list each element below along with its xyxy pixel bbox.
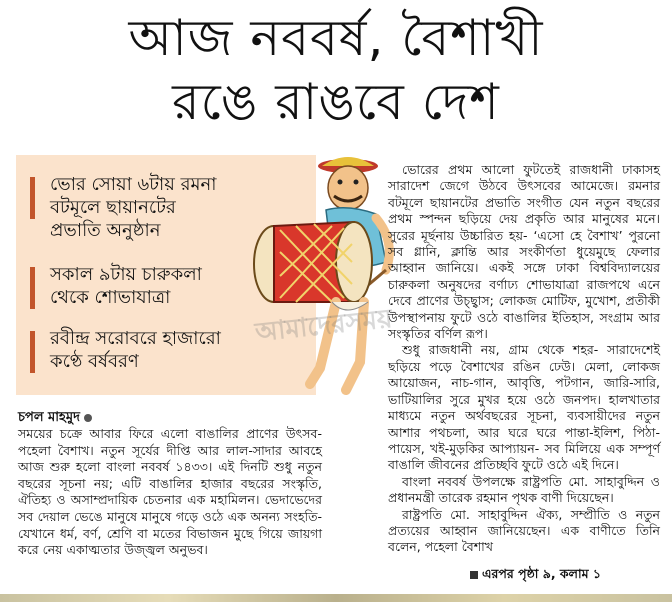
continued-text: এরপর পৃষ্ঠা ৯, কলাম ১	[482, 566, 602, 581]
headline-line-2: রঙে রাঙবে দেশ	[172, 73, 500, 131]
highlight-text-1: ভোর সোয়া ৬টায় রমনা বটমূলে ছায়ানটের প্রভাতি অনুষ্ঠান	[50, 174, 217, 241]
headline	[0, 6, 672, 134]
watermark: আমাদেরসময়	[253, 303, 394, 349]
right-paragraph-4: রাষ্ট্রপতি মো. সাহাবুদ্দিন ঐক্য, সম্প্রীতি ও নতুন প্রত্যয়ের আহ্বান জানিয়েছেন। এক বাণীতে তিনি বলেন, পহেলা বৈশাখ	[388, 506, 660, 555]
byline-dot-icon	[84, 414, 92, 422]
highlight-text-3: রবীন্দ্র সরোবরে হাজারো কণ্ঠে বর্ষবরণ	[50, 328, 221, 372]
left-paragraph: সময়ের চক্রে আবার ফিরে এলো বাঙালির প্রাণের উৎসব- পহেলা বৈশাখ। নতুন সূর্যের দীপ্তি আর লাল-সাদার আবহে আজ শুরু হলো বাংলা নববর্ষ ১৪৩৩। এই দিনটি শুধু নতুন বছরের সূচনা নয়; এটি বাঙালির হাজার বছরের সংস্কৃতি, ঐতিহ্য ও অসাম্প্রদায়িক চেতনার এক মহামিলন। ভেদাভেদের সব দেয়াল ভেঙে মানুষে মানুষে গড়ে ওঠে এক অনন্য সংহতি- যেখানে ধর্ম, বর্ণ, শ্রেণি বা মতের বিভাজন মুছে গিয়ে জায়গা করে নেয় একাত্মতার উজ্জ্বল অনুভব।	[18, 426, 322, 558]
headline-line-1: আজ নববর্ষ, বৈশাখী	[128, 9, 544, 67]
right-paragraph-3: বাংলা নববর্ষ উপলক্ষে রাষ্ট্রপতি মো. সাহাবুদ্দিন ও প্রধানমন্ত্রী তারেক রহমান পৃথক বাণী দিয়েছেন।	[388, 473, 660, 506]
accent-bar	[30, 177, 35, 219]
article-right-column	[388, 162, 660, 556]
right-paragraph-2: শুধু রাজধানী নয়, গ্রাম থেকে শহর- সারাদেশেই ছড়িয়ে পড়ে বৈশাখের রঙিন ঢেউ। মেলা, লোকজ আয়োজন, নাচ-গান, আবৃত্তি, পটগান, জারি-সারি, ভাটিয়ালির সুরে মুখর হয়ে ওঠে জনপদ। হালখাতার মাধ্যমে নতুন অর্থবছরের সূচনা, ব্যবসায়ীদের নতুন আশার পথচলা, আর ঘরে ঘরে পান্তা-ইলিশ, পিঠা-পায়েস, খই-মুড়কির আপ্যায়ন- সব মিলিয়ে এক সম্পূর্ণ বাঙালি জীবনের প্রতিচ্ছবি ফুটে ওঠে এই দিনে।	[388, 342, 660, 473]
article-left-column	[18, 426, 322, 559]
continued-on-link[interactable]	[470, 566, 601, 586]
drummer-illustration	[236, 152, 408, 398]
highlight-text-2: সকাল ৯টায় চারুকলা থেকে শোভাযাত্রা	[50, 264, 202, 308]
square-bullet-icon	[470, 571, 478, 579]
accent-bar	[30, 267, 35, 309]
author-name: চপল মাহমুদ	[18, 410, 80, 425]
accent-bar	[30, 331, 35, 373]
right-paragraph-1: ভোরের প্রথম আলো ফুটতেই রাজধানী ঢাকাসহ সারাদেশ জেগে উঠবে উৎসবের আমেজে। রমনার বটমূলে ছায়ানটের প্রভাতি সংগীত যেন নতুন বছরের প্রথম স্পন্দন ছড়িয়ে দেয় প্রকৃতি আর মানুষের মনে। সুরের মূর্ছনায় উচ্চারিত হয়- ‘এসো হে বৈশাখ’ পুরনো সব গ্লানি, ক্লান্তি আর সংকীর্ণতা ধুয়েমুছে ফেলার আহ্বান জানিয়ে। একই সঙ্গে ঢাকা বিশ্ববিদ্যালয়ের চারুকলা অনুষদের বর্ণাঢ্য শোভাযাত্রা রাজপথে এনে দেবে প্রাণের উচ্ছ্বাস; লোকজ মোটিফ, মুখোশ, প্রতীকী উপস্থাপনায় ফুটে ওঠে বাঙালির ইতিহাস, সংগ্রাম আর সংস্কৃতির বর্ণিল রূপ।	[388, 162, 660, 342]
bottom-photo-strip	[0, 594, 672, 602]
